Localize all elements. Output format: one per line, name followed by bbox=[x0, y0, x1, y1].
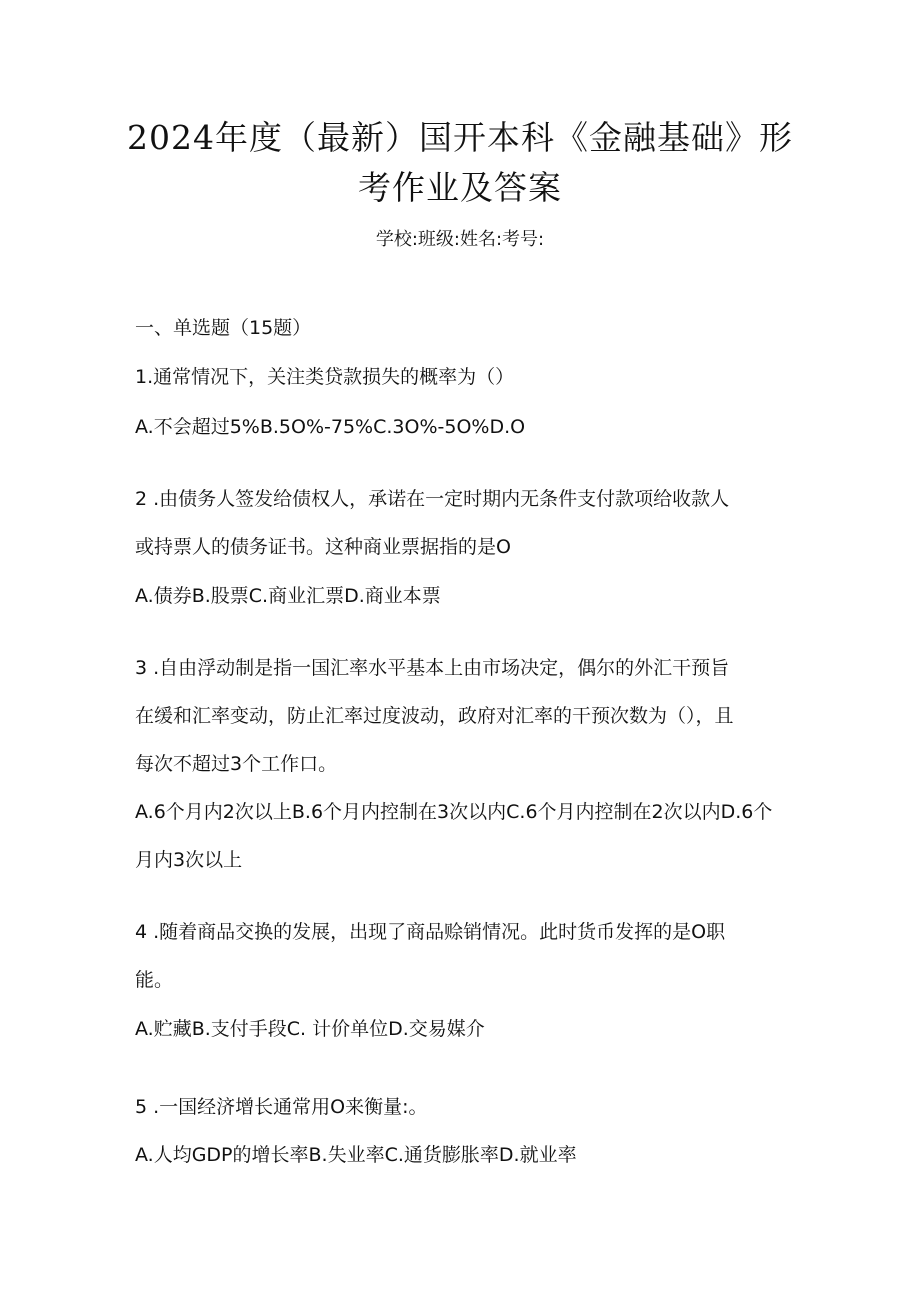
question-3-options-line-2: 月内3次以上 bbox=[135, 849, 243, 871]
question-3-text-line-3: 每次不超过3个工作口。 bbox=[135, 753, 338, 775]
student-info-line: 学校:班级:姓名:考号: bbox=[375, 229, 545, 250]
document-title-line-2: 考作业及答案 bbox=[358, 168, 562, 207]
question-3-options-line-1: A.6个月内2次以上B.6个月内控制在3次以内C.6个月内控制在2次以内D.6个 bbox=[135, 801, 773, 823]
document-title-line-1: 2024年度（最新）国开本科《金融基础》形 bbox=[127, 118, 793, 157]
question-4-text-line-2: 能。 bbox=[135, 969, 174, 991]
question-1-text: 1.通常情况下，关注类贷款损失的概率为（） bbox=[135, 366, 515, 388]
question-2-text-line-2: 或持票人的债务证书。这种商业票据指的是O bbox=[135, 536, 511, 558]
section-heading: 一、单选题（15题） bbox=[135, 317, 312, 339]
question-3-text-line-2: 在缓和汇率变动，防止汇率过度波动，政府对汇率的干预次数为（），且 bbox=[135, 705, 734, 727]
question-2-options: A.债券B.股票C.商业汇票D.商业本票 bbox=[135, 585, 441, 607]
question-4-text-line-1: 4 .随着商品交换的发展，出现了商品赊销情况。此时货币发挥的是O职 bbox=[135, 921, 726, 943]
question-5-options: A.人均GDP的增长率B.失业率C.通货膨胀率D.就业率 bbox=[135, 1144, 577, 1166]
question-5-text: 5 .一国经济增长通常用O来衡量:。 bbox=[135, 1096, 428, 1118]
question-4-options: A.贮藏B.支付手段C. 计价单位D.交易媒介 bbox=[135, 1018, 485, 1040]
question-2-text-line-1: 2 .由债务人签发给债权人，承诺在一定时期内无条件支付款项给收款人 bbox=[135, 488, 730, 510]
question-1-options: A.不会超过5%B.5O%-75%C.3O%-5O%D.O bbox=[135, 416, 526, 438]
question-3-text-line-1: 3 .自由浮动制是指一国汇率水平基本上由市场决定，偶尔的外汇干预旨 bbox=[135, 657, 730, 679]
